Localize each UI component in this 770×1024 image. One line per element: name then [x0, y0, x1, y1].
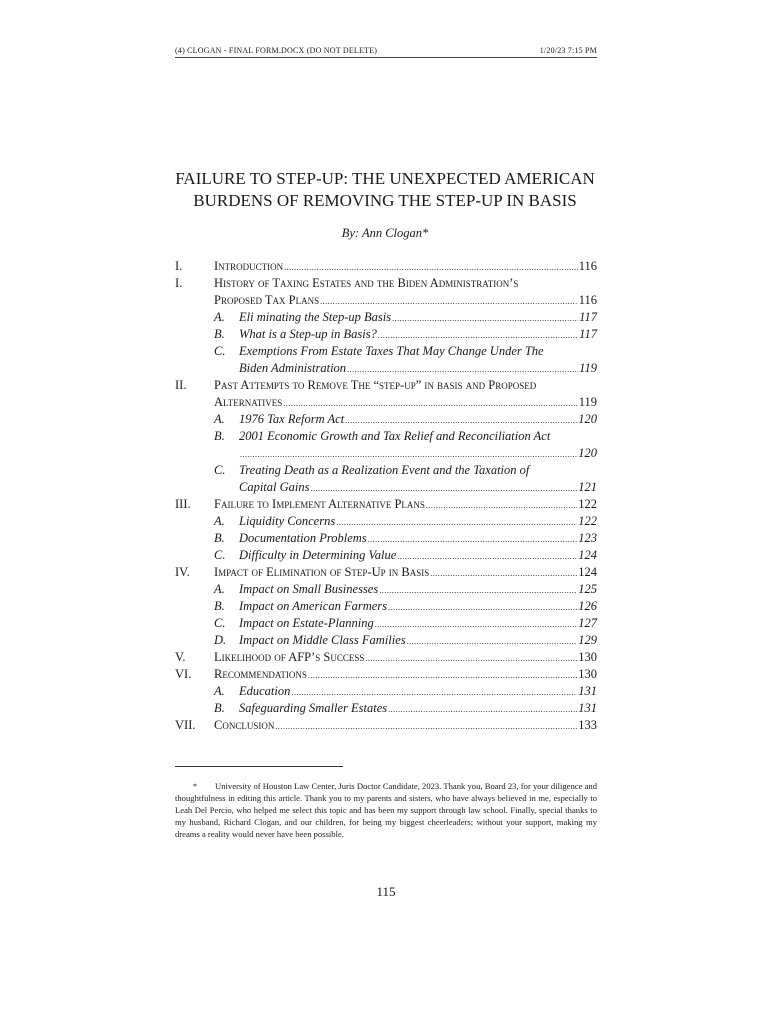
toc-row	[175, 275, 597, 292]
toc-subsection-letter: B.	[214, 701, 225, 715]
toc-page-number: 117	[579, 310, 597, 324]
toc-page-number: 131	[578, 701, 597, 715]
toc-row	[175, 666, 597, 683]
toc-row	[175, 581, 597, 598]
toc-leader-dots	[336, 513, 577, 531]
toc-entry-title: Proposed Tax Plans	[214, 293, 320, 307]
toc-row	[175, 377, 597, 394]
toc-row	[175, 462, 597, 479]
toc-entry-title: Liquidity Concerns	[239, 514, 336, 528]
toc-row	[175, 428, 597, 445]
toc-section-number: IV.	[175, 565, 190, 579]
toc-page-number: 119	[578, 395, 597, 409]
toc-entry-title: Introduction	[214, 259, 284, 273]
toc-subsection-letter: A.	[214, 514, 225, 528]
toc-leader-dots	[397, 547, 577, 565]
toc-page-number: 116	[578, 293, 597, 307]
footnote	[175, 780, 597, 840]
author-byline: By: Ann Clogan*	[341, 226, 429, 240]
toc-leader-dots	[284, 258, 578, 276]
toc-page-number: 130	[578, 650, 597, 664]
toc-leader-dots	[426, 496, 577, 514]
toc-entry-title: What is a Step-up in Basis?	[239, 327, 377, 341]
toc-leader-dots	[365, 649, 577, 667]
toc-row	[175, 479, 597, 496]
toc-entry-title: 2001 Economic Growth and Tax Relief and Reconciliation Act	[239, 429, 551, 443]
toc-subsection-letter: B.	[214, 531, 225, 545]
toc-entry-title: Failure to Implement Alternative Plans	[214, 497, 425, 511]
toc-subsection-letter: C.	[214, 616, 226, 630]
toc-leader-dots	[291, 683, 577, 701]
toc-row	[175, 411, 597, 428]
toc-entry-title: Impact on American Farmers	[239, 599, 388, 613]
page-number: 115	[376, 884, 396, 899]
toc-leader-dots	[320, 292, 578, 310]
toc-subsection-letter: B.	[214, 327, 225, 341]
toc-entry-title: Conclusion	[214, 718, 275, 732]
toc-row	[175, 564, 597, 581]
toc-row	[175, 598, 597, 615]
toc-entry-title: History of Taxing Estates and the Biden Administration’s	[214, 276, 519, 290]
toc-entry-title: Difficulty in Determining Value	[239, 548, 397, 562]
toc-section-number: VI.	[175, 667, 192, 681]
toc-leader-dots	[283, 394, 578, 412]
toc-page-number: 117	[579, 327, 597, 341]
toc-leader-dots	[388, 700, 577, 718]
toc-entry-title: Impact on Small Businesses	[239, 582, 379, 596]
toc-leader-dots	[379, 581, 577, 599]
toc-entry-title: Impact on Middle Class Families	[239, 633, 406, 647]
toc-page-number: 116	[578, 259, 597, 273]
toc-subsection-letter: D.	[214, 633, 227, 647]
toc-page-number: 120	[578, 446, 597, 460]
toc-leader-dots	[388, 598, 577, 616]
toc-page-number: 130	[578, 667, 597, 681]
toc-entry-title: Recommendations	[214, 667, 307, 681]
toc-row	[175, 496, 597, 513]
toc-leader-dots	[407, 632, 578, 650]
toc-row	[175, 326, 597, 343]
toc-leader-dots	[311, 479, 578, 497]
toc-subsection-letter: B.	[214, 599, 225, 613]
toc-subsection-letter: C.	[214, 463, 226, 477]
toc-row	[175, 360, 597, 377]
footnote-marker: *	[192, 781, 198, 791]
toc-leader-dots	[240, 445, 577, 463]
toc-entry-title: Capital Gains	[239, 480, 310, 494]
toc-leader-dots	[275, 717, 577, 735]
toc-leader-dots	[347, 360, 578, 378]
toc-entry-title: Education	[239, 684, 291, 698]
toc-row	[175, 547, 597, 564]
header-left: (4) CLOGAN - FINAL FORM.DOCX (DO NOT DELETE)	[175, 46, 378, 55]
toc-subsection-letter: A.	[214, 412, 225, 426]
toc-page-number: 124	[578, 548, 597, 562]
toc-row	[175, 615, 597, 632]
toc-subsection-letter: A.	[214, 582, 225, 596]
toc-page-number: 129	[578, 633, 597, 647]
toc-page-number: 120	[578, 412, 597, 426]
toc-row	[175, 649, 597, 666]
toc-page-number: 122	[578, 497, 597, 511]
toc-page-number: 126	[578, 599, 597, 613]
article-title	[140, 168, 630, 212]
toc-page-number: 122	[578, 514, 597, 528]
toc-leader-dots	[378, 326, 578, 344]
toc-entry-title: Treating Death as a Realization Event and the Taxation of	[239, 463, 530, 477]
toc-leader-dots	[308, 666, 577, 684]
toc-leader-dots	[392, 309, 578, 327]
toc-entry-title: Biden Administration	[239, 361, 347, 375]
toc-leader-dots	[375, 615, 578, 633]
toc-entry-title: Likelihood of AFP’s Success	[214, 650, 365, 664]
toc-entry-title: Past Attempts to Remove The “step-up” in basis and Proposed	[214, 378, 537, 392]
toc-subsection-letter: C.	[214, 548, 226, 562]
toc-entry-title: Alternatives	[214, 395, 283, 409]
toc-row	[175, 513, 597, 530]
toc-subsection-letter: C.	[214, 344, 226, 358]
toc-row	[175, 343, 597, 360]
table-of-contents	[175, 258, 597, 734]
toc-row	[175, 683, 597, 700]
toc-leader-dots	[430, 564, 577, 582]
toc-entry-title: Impact of Elimination of Step-Up in Basis	[214, 565, 430, 579]
header-right: 1/20/23 7:15 PM	[539, 46, 597, 55]
toc-entry-title: Documentation Problems	[239, 531, 367, 545]
toc-section-number: V.	[175, 650, 186, 664]
toc-entry-title: Safeguarding Smaller Estates	[239, 701, 388, 715]
toc-entry-title: Exemptions From Estate Taxes That May Change Under The	[239, 344, 544, 358]
toc-entry-title: Impact on Estate-Planning	[239, 616, 374, 630]
toc-page-number: 127	[578, 616, 597, 630]
toc-row	[175, 717, 597, 734]
toc-section-number: III.	[175, 497, 191, 511]
toc-section-number: I.	[175, 276, 183, 290]
title-line-1: FAILURE TO STEP-UP: THE UNEXPECTED AMERICAN	[175, 169, 595, 188]
toc-page-number: 124	[578, 565, 597, 579]
toc-page-number: 123	[578, 531, 597, 545]
toc-subsection-letter: B.	[214, 429, 225, 443]
title-line-2: BURDENS OF REMOVING THE STEP-UP IN BASIS	[193, 191, 577, 210]
toc-row	[175, 445, 597, 462]
toc-page-number: 121	[578, 480, 597, 494]
toc-row	[175, 292, 597, 309]
toc-leader-dots	[345, 411, 577, 429]
footnote-rule	[175, 766, 343, 767]
toc-page-number: 131	[578, 684, 597, 698]
toc-entry-title: 1976 Tax Reform Act	[239, 412, 345, 426]
toc-row	[175, 632, 597, 649]
toc-page-number: 133	[578, 718, 597, 732]
toc-row	[175, 530, 597, 547]
toc-page-number: 119	[579, 361, 597, 375]
toc-subsection-letter: A.	[214, 684, 225, 698]
running-header	[175, 46, 597, 58]
toc-row	[175, 309, 597, 326]
toc-subsection-letter: A.	[214, 310, 225, 324]
toc-leader-dots	[368, 530, 578, 548]
footnote-text: University of Houston Law Center, Juris Doctor Candidate, 2023. Thank you, Board 23, for your diligence and thoughtfulness in editing this article. Thank you to my parents and sisters, who have always believed in me, especially to Leah Del Percio, who helped me select this topic and has been my support through law school. Finally, special thanks to my husband, Richard Clogan, and our children, for being my biggest cheerleaders; without your support, making my dreams a reality would never have been possible.	[175, 781, 597, 839]
toc-page-number: 125	[578, 582, 597, 596]
toc-row	[175, 394, 597, 411]
toc-section-number: VII.	[175, 718, 196, 732]
toc-section-number: II.	[175, 378, 187, 392]
toc-row	[175, 700, 597, 717]
toc-section-number: I.	[175, 259, 183, 273]
toc-row	[175, 258, 597, 275]
toc-entry-title: Eli minating the Step-up Basis	[239, 310, 392, 324]
